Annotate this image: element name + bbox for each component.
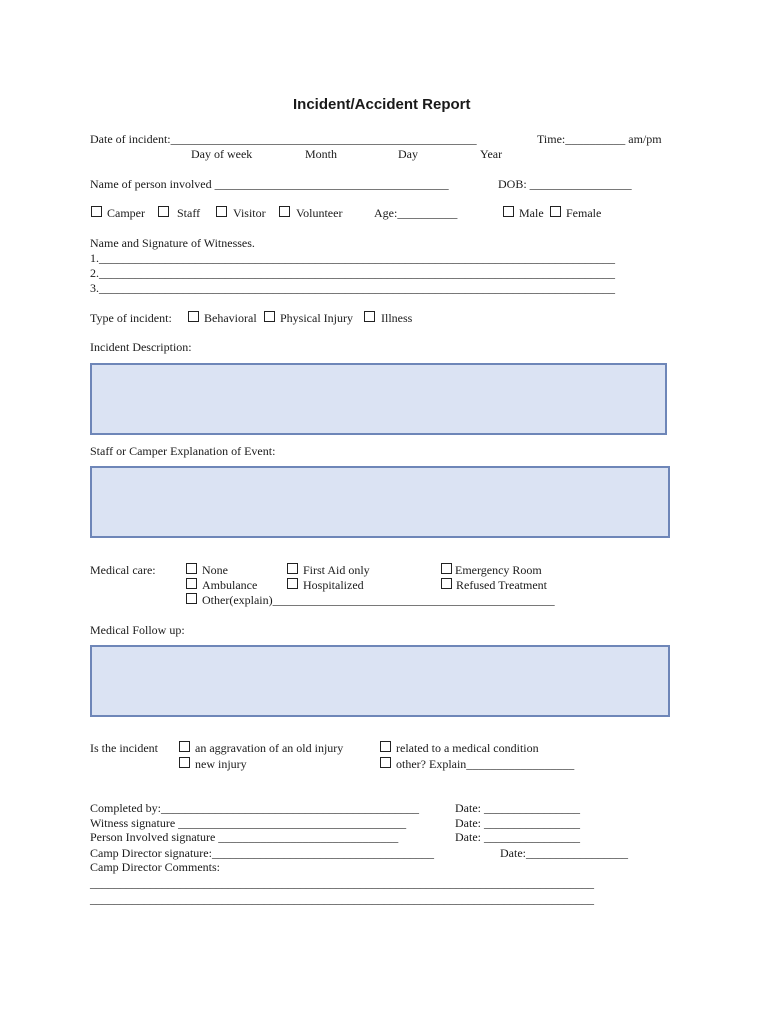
male-label: Male <box>519 206 544 220</box>
visitor-label: Visitor <box>233 206 266 220</box>
witnesses-heading: Name and Signature of Witnesses. <box>90 236 255 250</box>
explanation-label: Staff or Camper Explanation of Event: <box>90 444 276 458</box>
witness-signature-field[interactable]: Witness signature ______________________________________ <box>90 816 407 830</box>
emergency-room-label: Emergency Room <box>455 563 542 577</box>
page-title: Incident/Accident Report <box>293 96 471 113</box>
first-aid-label: First Aid only <box>303 563 370 577</box>
person-name-field[interactable]: Name of person involved _______________________________________ <box>90 177 449 191</box>
ambulance-label: Ambulance <box>202 578 258 592</box>
completed-date-field[interactable]: Date: ________________ <box>455 801 580 815</box>
witness-line-3[interactable]: 3.______________________________________________________________________________________ <box>90 281 615 295</box>
none-checkbox[interactable] <box>186 563 197 574</box>
director-comments-label: Camp Director Comments: <box>90 860 220 874</box>
other-explain-field[interactable]: Other(explain)_______________________________________________ <box>202 593 555 607</box>
refused-treatment-label: Refused Treatment <box>456 578 547 592</box>
incident-description-label: Incident Description: <box>90 340 192 354</box>
volunteer-checkbox[interactable] <box>279 206 290 217</box>
behavioral-label: Behavioral <box>204 311 257 325</box>
day-caption: Day <box>398 147 418 161</box>
witness-date-field[interactable]: Date: ________________ <box>455 816 580 830</box>
completed-by-field[interactable]: Completed by:___________________________________________ <box>90 801 419 815</box>
month-caption: Month <box>305 147 338 161</box>
first-aid-checkbox[interactable] <box>287 563 298 574</box>
person-signature-field[interactable]: Person Involved signature ______________________________ <box>90 830 399 844</box>
related-condition-label: related to a medical condition <box>396 741 539 755</box>
other-explain-checkbox[interactable] <box>186 593 197 604</box>
refused-treatment-checkbox[interactable] <box>441 578 452 589</box>
date-of-incident-field[interactable]: Date of incident:___________________________________________________ <box>90 132 477 146</box>
medical-care-label: Medical care: <box>90 563 156 577</box>
camper-label: Camper <box>107 206 145 220</box>
illness-label: Illness <box>381 311 413 325</box>
staff-checkbox[interactable] <box>158 206 169 217</box>
female-label: Female <box>566 206 602 220</box>
hospitalized-label: Hospitalized <box>303 578 364 592</box>
age-field[interactable]: Age:__________ <box>374 206 458 220</box>
new-injury-label: new injury <box>195 757 247 771</box>
director-comment-line-2[interactable]: ____________________________________________________________________________________ <box>90 892 594 906</box>
physical-injury-checkbox[interactable] <box>264 311 275 322</box>
new-injury-checkbox[interactable] <box>179 757 190 768</box>
behavioral-checkbox[interactable] <box>188 311 199 322</box>
other-incident-checkbox[interactable] <box>380 757 391 768</box>
camper-checkbox[interactable] <box>91 206 102 217</box>
dob-field[interactable]: DOB: _________________ <box>498 177 632 191</box>
is-incident-label: Is the incident <box>90 741 158 755</box>
none-label: None <box>202 563 228 577</box>
other-incident-field[interactable]: other? Explain__________________ <box>396 757 575 771</box>
time-field[interactable]: Time:__________ am/pm <box>537 132 662 146</box>
illness-checkbox[interactable] <box>364 311 375 322</box>
medical-follow-up-label: Medical Follow up: <box>90 623 185 637</box>
emergency-room-checkbox[interactable] <box>441 563 452 574</box>
ambulance-checkbox[interactable] <box>186 578 197 589</box>
female-checkbox[interactable] <box>550 206 561 217</box>
director-comment-line-1[interactable]: ____________________________________________________________________________________ <box>90 876 594 890</box>
year-caption: Year <box>480 147 503 161</box>
male-checkbox[interactable] <box>503 206 514 217</box>
incident-type-label: Type of incident: <box>90 311 172 325</box>
director-signature-field[interactable]: Camp Director signature:_____________________________________ <box>90 846 434 860</box>
director-date-field[interactable]: Date:_________________ <box>500 846 628 860</box>
hospitalized-checkbox[interactable] <box>287 578 298 589</box>
related-condition-checkbox[interactable] <box>380 741 391 752</box>
volunteer-label: Volunteer <box>296 206 343 220</box>
day-of-week-caption: Day of week <box>191 147 253 161</box>
physical-injury-label: Physical Injury <box>280 311 353 325</box>
aggravation-label: an aggravation of an old injury <box>195 741 344 755</box>
medical-follow-up-field[interactable] <box>90 645 670 717</box>
incident-description-field[interactable] <box>90 363 667 435</box>
person-date-field[interactable]: Date: ________________ <box>455 830 580 844</box>
staff-label: Staff <box>177 206 201 220</box>
witness-line-1[interactable]: 1.______________________________________________________________________________________ <box>90 251 615 265</box>
explanation-field[interactable] <box>90 466 670 538</box>
visitor-checkbox[interactable] <box>216 206 227 217</box>
witness-line-2[interactable]: 2.______________________________________________________________________________________ <box>90 266 615 280</box>
aggravation-checkbox[interactable] <box>179 741 190 752</box>
